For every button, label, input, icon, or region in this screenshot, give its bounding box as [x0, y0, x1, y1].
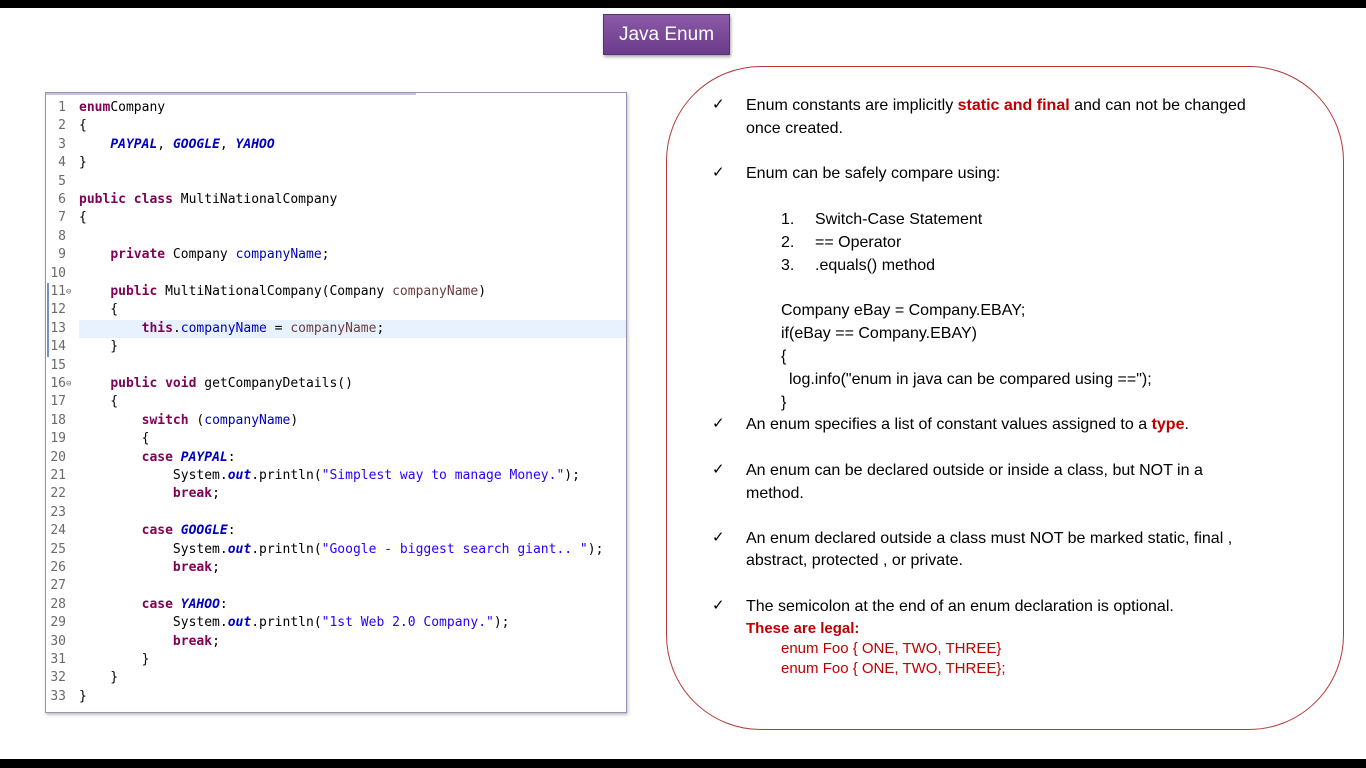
line-number: 23 — [50, 504, 66, 520]
code-editor — [45, 92, 627, 713]
code-line — [46, 412, 626, 430]
code-text — [79, 191, 626, 209]
code-token: PAYPAL — [110, 136, 158, 152]
code-token: void — [165, 376, 197, 391]
bullet-3-highlight: type — [1151, 416, 1185, 433]
line-number: 31 — [50, 652, 66, 667]
code-line — [46, 357, 626, 375]
check-icon: ✓ — [712, 529, 725, 546]
line-number: 11 — [50, 284, 66, 299]
line-number: 28 — [50, 596, 66, 612]
code-token — [79, 321, 142, 336]
code-token: . — [172, 320, 181, 336]
code-token: case — [141, 596, 173, 612]
code-text — [79, 651, 626, 669]
check-icon: ✓ — [712, 164, 725, 181]
code-token: ); — [587, 541, 604, 557]
code-token: } — [79, 670, 119, 686]
code-line — [46, 246, 626, 264]
code-line — [46, 614, 626, 632]
bullet-3-text — [746, 414, 1189, 436]
code-text — [79, 375, 626, 393]
bullet-1-text-c: and can not be changed — [1069, 97, 1246, 114]
code-text — [79, 338, 626, 356]
list-item-1: Switch-Case Statement — [815, 211, 983, 228]
bullet-3-text-a: An enum specifies a list of constant values assigned to a — [746, 416, 1152, 433]
code-token: ) — [478, 284, 487, 299]
slide-title: Java Enum — [603, 14, 730, 55]
code-text — [79, 283, 626, 301]
line-number: 9 — [58, 247, 66, 263]
bullet-3-text-c: . — [1184, 416, 1189, 433]
example-line-5: } — [781, 394, 787, 411]
line-number: 7 — [58, 210, 66, 226]
line-number: 3 — [58, 136, 66, 152]
list-item-2: == Operator — [815, 234, 902, 251]
code-token: companyName — [180, 320, 267, 336]
line-number: 15 — [50, 357, 66, 373]
code-text — [79, 596, 626, 614]
code-line — [46, 688, 626, 706]
code-token: { — [79, 210, 87, 226]
code-token: switch — [141, 412, 189, 428]
code-text — [79, 485, 626, 503]
code-text — [79, 430, 626, 448]
bullet-1-highlight: static and final — [957, 97, 1070, 114]
code-token: : — [227, 449, 236, 465]
code-token: out — [227, 541, 252, 557]
legal-heading: These are legal: — [746, 620, 860, 637]
code-line — [46, 504, 626, 522]
code-token — [79, 486, 173, 501]
code-text — [79, 117, 626, 135]
code-line — [46, 320, 626, 338]
code-line — [46, 173, 626, 191]
line-number: 12 — [50, 302, 66, 318]
code-token: : — [219, 596, 228, 612]
code-text — [79, 541, 626, 559]
code-token: Company — [165, 247, 236, 263]
code-line — [46, 541, 626, 559]
code-text — [79, 393, 626, 411]
code-token: ); — [564, 468, 580, 483]
code-line — [46, 430, 626, 448]
code-line — [46, 99, 626, 117]
code-token: case — [141, 523, 173, 539]
code-token: } — [79, 155, 87, 171]
code-token: GOOGLE — [172, 136, 220, 152]
code-line — [46, 228, 626, 246]
code-line — [46, 338, 626, 356]
code-token: break — [172, 486, 213, 502]
code-token: { — [79, 431, 150, 447]
code-token: public — [110, 284, 158, 299]
code-line — [46, 651, 626, 669]
code-text — [79, 99, 626, 117]
code-token: PAYPAL — [180, 449, 228, 465]
bullet-5-line-2: abstract, protected , or private. — [746, 552, 963, 569]
code-token: ( — [188, 412, 205, 428]
code-token — [79, 634, 173, 649]
bullet-1-line-1 — [746, 95, 1246, 117]
code-line — [46, 633, 626, 651]
code-text — [79, 301, 626, 319]
code-line — [46, 375, 626, 393]
code-text — [79, 688, 626, 706]
code-token: break — [172, 633, 213, 649]
line-number: 25 — [50, 541, 66, 557]
code-line — [46, 301, 626, 319]
code-text — [79, 136, 626, 154]
line-number: 27 — [50, 578, 66, 594]
code-line — [46, 669, 626, 687]
fold-toggle-icon[interactable]: ⊖ — [66, 287, 72, 297]
code-token — [79, 247, 110, 262]
code-token: out — [227, 615, 252, 631]
line-number: 2 — [58, 118, 66, 134]
code-token: : — [227, 523, 236, 539]
code-token: case — [141, 449, 173, 465]
code-token: YAHOO — [180, 596, 220, 612]
code-token: getCompanyDetails() — [196, 376, 353, 391]
code-token: companyName — [235, 247, 322, 263]
example-line-1: Company eBay = Company.EBAY; — [781, 302, 1026, 319]
code-token — [173, 597, 181, 612]
code-line — [46, 522, 626, 540]
code-token: this — [141, 320, 173, 336]
line-number: 33 — [50, 688, 66, 704]
list-num-2: 2. — [781, 234, 795, 251]
code-line — [46, 191, 626, 209]
check-icon: ✓ — [712, 461, 725, 478]
line-number: 8 — [58, 228, 66, 244]
code-token: enum — [79, 100, 111, 115]
code-token — [79, 413, 142, 428]
code-token: "Simplest way to manage Money." — [321, 468, 565, 483]
code-token: .println( — [251, 468, 322, 483]
code-token: { — [79, 118, 87, 134]
code-token — [79, 450, 142, 465]
code-token — [79, 284, 110, 299]
code-token: .println( — [251, 541, 322, 557]
code-line — [46, 136, 626, 154]
code-line — [46, 577, 626, 595]
code-token: ); — [493, 615, 510, 631]
code-token: ; — [212, 633, 220, 649]
code-text — [79, 669, 626, 687]
code-token: .println( — [251, 615, 322, 631]
code-text — [79, 320, 626, 338]
code-token: , — [157, 136, 173, 152]
code-token — [173, 523, 181, 538]
code-line — [46, 393, 626, 411]
code-token: System. — [79, 468, 228, 483]
code-token: } — [79, 339, 119, 355]
code-line — [46, 449, 626, 467]
code-token: ; — [376, 320, 385, 336]
code-token: YAHOO — [235, 136, 275, 152]
code-text — [79, 522, 626, 540]
code-token — [157, 376, 165, 391]
list-num-1: 1. — [781, 211, 795, 228]
code-token: MultiNationalCompany(Company — [157, 284, 393, 299]
code-text — [79, 467, 626, 485]
code-text — [79, 449, 626, 467]
code-token: , — [219, 136, 236, 152]
code-token: ; — [212, 560, 220, 575]
code-token: MultiNationalCompany — [172, 192, 338, 207]
code-token: out — [227, 468, 252, 483]
line-number: 20 — [50, 449, 66, 465]
bullet-4-line-1: An enum can be declared outside or inside a class, but NOT in a — [746, 462, 1203, 479]
code-line — [46, 485, 626, 503]
bullet-6-text: The semicolon at the end of an enum declaration is optional. — [746, 598, 1174, 615]
code-line — [46, 559, 626, 577]
code-line — [46, 209, 626, 227]
line-number: 26 — [50, 560, 66, 575]
bullet-1-line-2: once created. — [746, 120, 843, 137]
code-line — [46, 154, 626, 172]
check-icon: ✓ — [712, 415, 725, 432]
line-number: 21 — [50, 468, 66, 483]
code-line — [46, 117, 626, 135]
code-line — [46, 283, 626, 301]
code-token: = — [266, 320, 291, 336]
line-number: 13 — [50, 320, 66, 336]
code-line — [46, 596, 626, 614]
line-number: 17 — [50, 394, 66, 410]
code-token: break — [172, 560, 213, 575]
code-token — [126, 192, 134, 207]
code-token: } — [79, 652, 150, 667]
line-number: 29 — [50, 615, 66, 631]
code-token: { — [79, 394, 119, 410]
code-token: companyName — [204, 412, 291, 428]
line-number: 5 — [58, 173, 66, 189]
line-number: 4 — [58, 155, 66, 171]
code-token: "1st Web 2.0 Company." — [321, 615, 494, 631]
legal-example-1: enum Foo { ONE, TWO, THREE} — [781, 640, 1002, 657]
line-number: 1 — [58, 100, 66, 115]
code-token: } — [79, 688, 87, 704]
code-text — [79, 633, 626, 651]
line-number: 6 — [58, 192, 66, 207]
code-token: { — [79, 302, 119, 318]
code-token: Company — [110, 100, 166, 115]
code-token: public — [110, 376, 158, 391]
code-token — [79, 523, 142, 538]
code-token: System. — [79, 615, 228, 631]
code-token: companyName — [392, 284, 479, 299]
code-line — [46, 265, 626, 283]
code-text — [79, 154, 626, 172]
bullet-1-text-a: Enum constants are implicitly — [746, 97, 958, 114]
code-token — [79, 597, 142, 612]
line-number: 32 — [50, 670, 66, 686]
code-token: ; — [321, 247, 330, 263]
line-number: 19 — [50, 431, 66, 447]
code-token: class — [133, 192, 173, 207]
check-icon: ✓ — [712, 597, 725, 614]
bullet-2-text: Enum can be safely compare using: — [746, 165, 1001, 182]
code-token — [79, 137, 110, 152]
list-num-3: 3. — [781, 257, 795, 274]
code-text — [79, 559, 626, 577]
line-number: 24 — [50, 523, 66, 539]
code-token: GOOGLE — [180, 523, 228, 539]
code-token — [79, 560, 173, 575]
code-token: private — [110, 247, 166, 263]
code-token — [173, 450, 181, 465]
line-number: 16 — [50, 376, 66, 391]
example-line-3: { — [781, 348, 787, 365]
code-token: ; — [212, 486, 220, 502]
code-token: companyName — [290, 320, 377, 336]
code-token: System. — [79, 541, 228, 557]
line-number: 22 — [50, 486, 66, 502]
code-text — [79, 246, 626, 264]
code-token: public — [79, 192, 126, 207]
code-token: ) — [290, 412, 299, 428]
code-text — [79, 209, 626, 227]
check-icon: ✓ — [712, 96, 725, 113]
line-number: 30 — [50, 633, 66, 649]
bullet-4-line-2: method. — [746, 485, 804, 502]
list-item-3: .equals() method — [815, 257, 936, 274]
bottom-border — [0, 759, 1366, 768]
bullet-5-line-1: An enum declared outside a class must NOT be marked static, final , — [746, 530, 1233, 547]
code-text — [79, 614, 626, 632]
code-token — [79, 376, 110, 391]
line-number: 10 — [50, 265, 66, 281]
code-text — [79, 412, 626, 430]
line-number: 18 — [50, 412, 66, 428]
example-line-2: if(eBay == Company.EBAY) — [781, 325, 977, 342]
top-border — [0, 0, 1366, 8]
example-line-4: log.info("enum in java can be compared using =="); — [789, 371, 1152, 388]
line-number: 14 — [50, 339, 66, 355]
fold-toggle-icon[interactable]: ⊖ — [66, 379, 72, 389]
legal-example-2: enum Foo { ONE, TWO, THREE}; — [781, 660, 1006, 677]
code-line — [46, 467, 626, 485]
code-token: "Google - biggest search giant.. " — [321, 541, 588, 557]
